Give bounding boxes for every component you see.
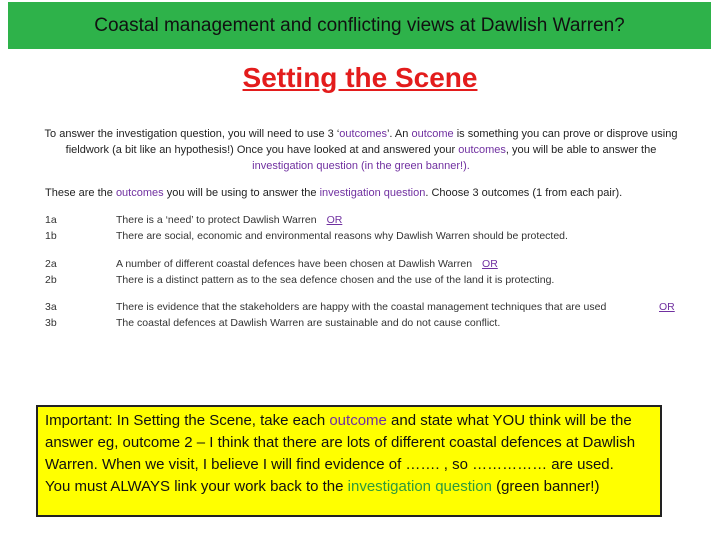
intro-text: ’. An (386, 128, 412, 140)
outcomes-lead (45, 187, 705, 199)
title-banner (8, 2, 711, 49)
outcome-id: 2a (45, 258, 57, 270)
outcome-id: 2b (45, 274, 57, 286)
important-text: You must ALWAYS link your work back to the (45, 478, 348, 495)
intro-text: , you will be able to answer the (505, 144, 657, 156)
outcome-text: There is a distinct pattern as to the sea defence chosen and the use of the land it is protecting. (116, 274, 555, 286)
pair-texts (116, 212, 676, 244)
pair-texts (116, 299, 676, 331)
keyword-outcome: outcome (411, 128, 454, 140)
pair-ids (45, 256, 75, 288)
lead-text: you will be using to answer the (163, 187, 320, 199)
keyword-outcome: outcome (329, 412, 387, 429)
pair-ids (45, 212, 75, 244)
outcome-id: 1b (45, 230, 57, 242)
keyword-investigation-question: investigation question (319, 187, 426, 199)
keyword-outcomes: outcomes (115, 187, 164, 199)
outcome-text: A number of different coastal defences have been chosen at Dawlish Warren (116, 258, 473, 270)
important-text: (green banner!) (491, 478, 600, 495)
intro-text: To answer the investigation question, you will need to use 3 ‘ (44, 128, 340, 140)
or-label: OR (326, 214, 343, 226)
keyword-outcomes: outcomes (339, 128, 387, 140)
outcome-text: There is a ‘need’ to protect Dawlish Warren (116, 214, 317, 226)
banner-title: Coastal management and conflicting views at Dawlish Warren? (94, 14, 625, 36)
outcome-text: The coastal defences at Dawlish Warren are sustainable and do not cause conflict. (116, 317, 501, 329)
important-note (36, 405, 662, 517)
intro-paragraph (40, 126, 682, 174)
lead-text: These are the (45, 187, 116, 199)
keyword-outcomes: outcomes (458, 144, 506, 156)
outcome-id: 3b (45, 317, 57, 329)
keyword-investigation-question: investigation question (in the green banner!). (252, 160, 470, 172)
keyword-investigation-question: investigation question (347, 478, 492, 495)
intro-text: is something you can prove or disprove using fieldwork (a bit like an hypothesis!) Once you have looked at and answered your (65, 128, 678, 156)
or-label: OR (482, 258, 498, 270)
pair-texts (116, 256, 676, 288)
outcome-id: 1a (45, 214, 57, 226)
outcome-text: There are social, economic and environmental reasons why Dawlish Warren should be protected. (116, 230, 568, 242)
important-text: and state what YOU think will be the answer eg, outcome 2 – I think that there are lots of different coastal defences at Dawlish Warren. When we visit, I believe I will find evidence of ……. , so …………… are used. (45, 412, 636, 473)
pair-ids (45, 299, 75, 331)
outcome-id: 3a (45, 301, 57, 313)
important-body (45, 410, 652, 476)
outcome-text: There is evidence that the stakeholders are happy with the coastal management techniques that are used (116, 301, 607, 313)
important-text: Important: In Setting the Scene, take each (45, 412, 330, 429)
or-label: OR (659, 301, 675, 313)
lead-text: . Choose 3 outcomes (1 from each pair). (425, 187, 623, 199)
important-footer (45, 476, 652, 498)
page-heading: Setting the Scene (242, 62, 478, 93)
